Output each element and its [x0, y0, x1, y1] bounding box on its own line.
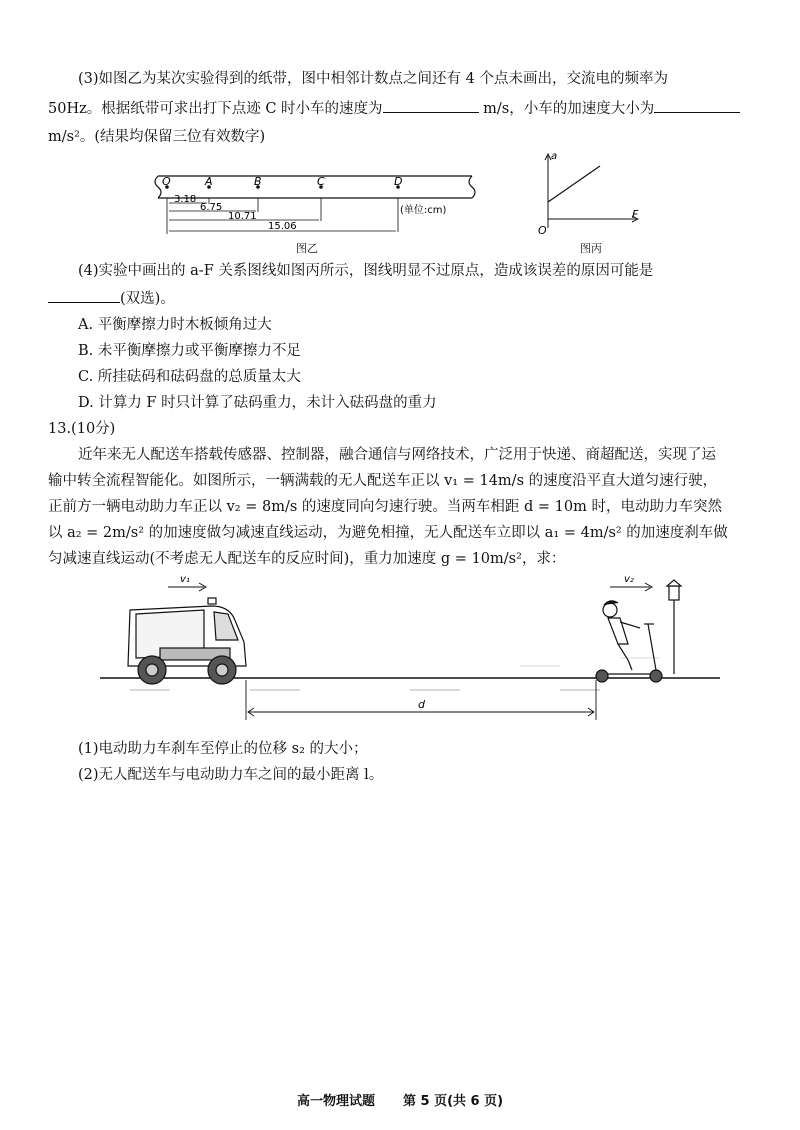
q12-part4-line1: (4)实验中画出的 a-F 关系图线如图丙所示，图线明显不过原点，造成该误差的原因可能是	[78, 263, 654, 279]
svg-text:d: d	[418, 698, 425, 711]
v2-arrow	[610, 574, 652, 591]
svg-text:O: O	[162, 175, 171, 188]
q13-header: 13.(10分)	[48, 421, 116, 437]
figure-yi-caption: 图乙	[296, 242, 318, 255]
option-B: B. 未平衡摩擦力或平衡摩擦力不足	[78, 343, 301, 359]
tape-point-C	[317, 175, 325, 189]
axis-a-label: a	[551, 151, 558, 162]
q13-para-line2: 输中转全流程智能化。如图所示，一辆满载的无人配送车正以 v₁ = 14m/s 的速度沿平直大道匀速行驶，	[48, 473, 718, 489]
answer-blank-part4[interactable]	[48, 288, 120, 303]
svg-text:6.75: 6.75	[200, 202, 223, 213]
q12-part3-text-a: 50Hz。根据纸带可求出打下点迹 C 时小车的速度为	[48, 101, 383, 117]
q12-part3-text-b: m/s，小车的加速度大小为	[483, 101, 655, 117]
q13-para-line4: 以 a₂ = 2m/s² 的加速度做匀减速直线运动，为避免相撞，无人配送车立即以 a₁ = 4m/s² 的加速度刹车做	[48, 525, 728, 541]
tape-dim-OD	[169, 221, 396, 232]
footer-page-number: 第 5 页(共 6 页)	[402, 1094, 504, 1109]
page-footer	[0, 1090, 800, 1109]
q12-part3-line2	[48, 98, 740, 120]
tape-point-A	[204, 175, 213, 189]
axis-F-label: F	[632, 208, 639, 221]
q13-para-line1: 近年来无人配送车搭载传感器、控制器，融合通信与网络技术，广泛用于快递、商超配送，实现了运	[78, 447, 716, 463]
option-D: D. 计算力 F 时只计算了砝码重力，未计入砝码盘的重力	[78, 395, 437, 411]
tape-unit: (单位:cm)	[400, 205, 447, 216]
q13-para-line5: 匀减速直线运动(不考虑无人配送车的反应时间)，重力加速度 g = 10m/s²，求：	[48, 551, 566, 567]
street-lamp-icon	[667, 580, 681, 674]
origin-label: O	[538, 224, 547, 237]
answer-blank-velocity[interactable]	[383, 98, 479, 113]
figure-bing-caption: 图丙	[580, 242, 602, 255]
q13-figure	[100, 570, 720, 730]
q12-part4-suffix: (双选)。	[120, 291, 175, 307]
option-A: A. 平衡摩擦力时木板倾角过大	[78, 317, 272, 333]
svg-text:v₁: v₁	[180, 574, 190, 585]
svg-text:C: C	[317, 175, 325, 188]
figure-bing-aF-graph	[530, 150, 650, 240]
svg-text:v₂: v₂	[624, 574, 634, 585]
tape-point-B	[254, 175, 262, 189]
figure-yi-paper-tape	[150, 168, 480, 240]
v1-arrow	[168, 574, 206, 591]
q13-sub2: (2)无人配送车与电动助力车之间的最小距离 l。	[78, 767, 384, 783]
tape-point-D	[394, 175, 402, 189]
q12-part3-line1: (3)如图乙为某次实验得到的纸带，图中相邻计数点之间还有 4 个点未画出，交流电的频率为	[78, 71, 668, 87]
option-C: C. 所挂砝码和砝码盘的总质量太大	[78, 369, 301, 385]
q12-part4-line2	[48, 288, 175, 310]
q12-part3-line3: m/s²。(结果均保留三位有效数字)	[48, 129, 266, 145]
q13-sub1: (1)电动助力车刹车至停止的位移 s₂ 的大小；	[78, 741, 368, 757]
answer-blank-acceleration[interactable]	[654, 98, 740, 113]
svg-text:10.71: 10.71	[228, 211, 257, 222]
q13-para-line3: 正前方一辆电动助力车正以 v₂ = 8m/s 的速度同向匀速行驶。当两车相距 d = 10m 时，电动助力车突然	[48, 499, 722, 515]
tape-point-O	[162, 175, 171, 189]
delivery-vehicle-icon	[128, 598, 246, 684]
svg-text:15.06: 15.06	[268, 221, 297, 232]
aF-line	[548, 166, 600, 202]
footer-title: 高一物理试题	[296, 1094, 375, 1109]
distance-d-marker	[246, 680, 596, 720]
svg-text:D: D	[394, 175, 403, 188]
svg-text:3.18: 3.18	[174, 194, 197, 205]
svg-text:A: A	[205, 175, 213, 188]
svg-text:B: B	[254, 175, 262, 188]
scooter-rider-icon	[596, 601, 662, 682]
